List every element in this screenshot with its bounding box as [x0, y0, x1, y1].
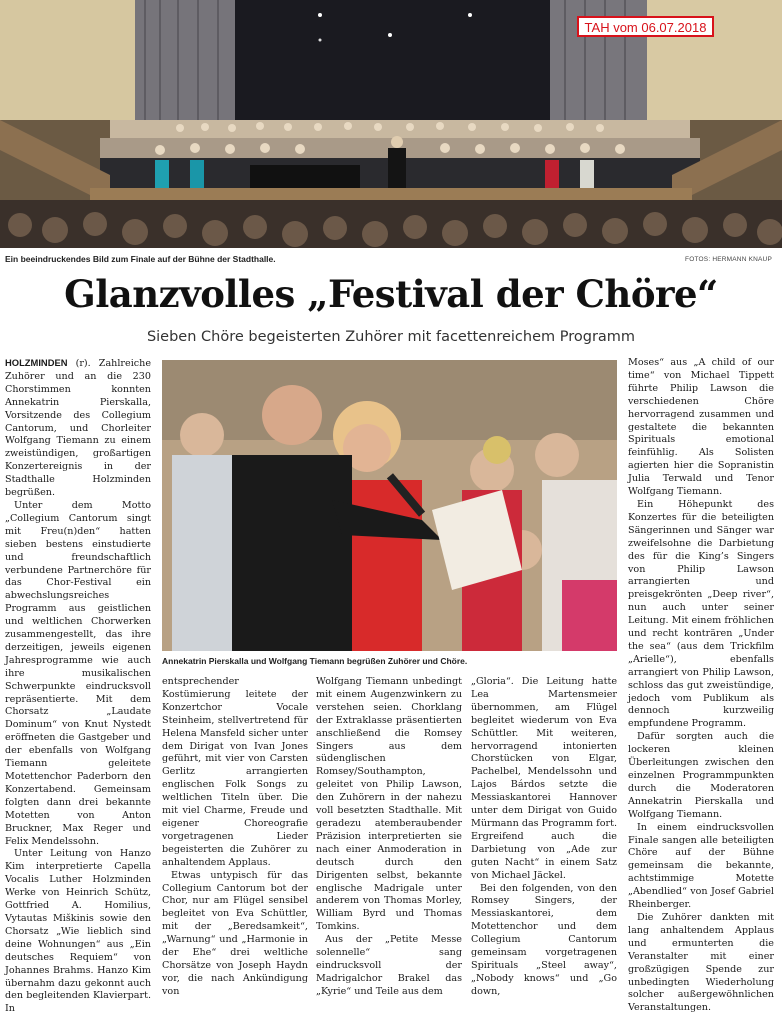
- paragraph: Bei den folgenden, von den Romsey Singers, der Messiaskantorei, dem Motettenchor und dem Collegium Cantorum gemeinsam vorgetragenen Spirituals „Steel away“, „Nobody knows“ und „Go down,: [471, 882, 617, 997]
- paragraph: (r). Zahlreiche Zuhörer und an die 230 Chorstimmen konnten Annekatrin Pierskalla, Vorsitzende des Collegium Cantorum, und Chorleiter Wolfgang Tiemann zu einem zweistündigen, großartigen Konzertereignis in der Stadthalle Holzminden begrüßen.: [5, 358, 151, 499]
- moderators-photo: [162, 360, 617, 651]
- article-column-4: [471, 676, 617, 999]
- concert-hall-photo: [0, 0, 782, 248]
- article-column-2: [162, 676, 308, 999]
- paragraph: Ein Höhepunkt des Konzertes für die beteiligten Sängerinnen und Sänger war zweifelsohne die Darbietung des für die King’s Singers von Philip Lawson arrangierten und preisgekrönten „Deep river“, nun auch unter seiner Leitung. Mit einem fröhlichen und recht konträren „Under the sea“ (aus dem Trickfilm „Arielle“), ebenfalls arrangiert von Philip Lawson, schloss das gut zweistündige, jedoch vom Publikum als dennoch kurzweilig empfundene Programm.: [628, 498, 774, 730]
- paragraph: In einem eindrucksvollen Finale sangen alle beteiligten Chöre auf der Bühne gemeinsam die bekannte, achtstimmige Motette „Abendlied“ von Josef Gabriel Rheinberger.: [628, 821, 774, 911]
- paragraph: Unter Leitung von Hanzo Kim interpretierte Capella Vocalis Luther Holzminden Werke von Heinrich Schütz, Gottfried A. Homilius, Vytautas Miškinis sowie den Chorsatz „Wie lieblich sind deine Wohnungen“ aus „Ein deutsches Requiem“ von Johannes Brahms. Hanzo Kim übernahm dazu gekonnt auch den begleitenden Klavierpart. In: [5, 848, 151, 1015]
- photo-credit: FOTOS: HERMANN KNAUP: [685, 256, 772, 263]
- paragraph: Unter dem Motto „Collegium Cantorum singt mit Freu(n)den“ hatten sieben bestens einstudierte und freundschaftlich verbundene Partnerchöre für das Chor-Festival ein abwechslungsreiches Programm aus geistlichen und weltlichen Chorwerken zusammengestellt, das ihre derzeitigen, jeweils eigenen Jahresprogramme wie auch ihre musikalischen Schwerpunkte eindrucksvoll repräsentierte. Mit dem Chorsatz „Laudate Dominum“ von Knut Nystedt eröffneten die Gastgeber und der ebenfalls von Wolfgang Tiemann geleitete Motettenchor Paderborn den Konzertabend. Gemeinsam folgten dann drei bekannte Motetten von Anton Bruckner, Max Reger und Felix Mendelssohn.: [5, 499, 151, 847]
- article-column-1: [5, 357, 151, 1016]
- paragraph: Aus der „Petite Messe solennelle“ sang eindrucksvoll der Madrigalchor Brakel das „Kyrie“ und Teile aus dem: [316, 934, 462, 997]
- date-stamp: TAH vom 06.07.2018: [577, 16, 714, 37]
- headline: Glanzvolles „Festival der Chöre“: [64, 272, 718, 316]
- paragraph: „Gloria“. Die Leitung hatte Lea Martensmeier übernommen, am Flügel begleitet wiederum von Eva Schüttler. Mit weiteren, hervorragend intonierten Chorstücken von Elgar, Pachelbel, Mendelssohn und Lajos Bárdos setzte die Messiaskantorei Hannover unter dem Dirigat von Guido Mürmann das Programm fort. Ergreifend auch die Darbietung von „Ade zur guten Nacht“ in einem Satz von Michael Jäckel.: [471, 676, 617, 881]
- paragraph: Dafür sorgten auch die lockeren kleinen Überleitungen zwischen den einzelnen Programmpunkten durch die Moderatoren Annekatrin Pierskalla und Wolfgang Tiemann.: [628, 731, 774, 820]
- paragraph: Die Zuhörer dankten mit lang anhaltendem Applaus und ermunterten die Veranstalter mit einer großzügigen Spende zur unbedingten Wiederholung solcher außergewöhnlichen Veranstaltungen.: [628, 911, 774, 1014]
- article-column-3: [316, 676, 462, 999]
- subheadline: Sieben Chöre begeisterten Zuhörer mit facettenreichem Programm: [146, 329, 636, 345]
- paragraph: Wolfgang Tiemann unbedingt mit einem Augenzwinkern zu verstehen seien. Chorklang der Extraklasse präsentierten anschließend die Romsey Singers aus dem südenglischen Romsey/Southampton, geleitet von Philip Lawson, den Zuhörern in der nahezu voll besetzten Stadthalle. Mit geradezu atemberaubender Präzision interpretierten sie nach einer Anmoderation in deutsch durch den Dirigenten selbst, bekannte englische Madrigale unter anderem von Thomas Morley, William Byrd und Thomas Tomkins.: [316, 676, 462, 933]
- dateline: HOLZMINDEN: [5, 357, 68, 368]
- paragraph: entsprechender Kostümierung leitete der Konzertchor Vocale Steinheim, stellvertretend für Helena Mansfeld sicher unter dem Dirigat von Ivan Jones geführt, mit vier von Carsten Gerlitz arrangierten englischen Folk Songs zu weltlichen Titeln über. Die mit viel Charme, Freude und eigener Choreografie vorgetragenen Lieder begeisterten die Zuhörer zu anhaltendem Applaus.: [162, 676, 308, 868]
- paragraph: Etwas untypisch für das Collegium Cantorum bot der Chor, nur am Flügel sensibel begleitet von Eva Schüttler, mit der „Beredsamkeit“, „Warnung“ und „Harmonie in der Ehe“ drei weltliche Chorsätze von Joseph Haydn vor, die nach Ankündigung von: [162, 869, 308, 997]
- mid-photo-caption: Annekatrin Pierskalla und Wolfgang Tiemann begrüßen Zuhörer und Chöre.: [162, 656, 468, 666]
- article-column-5: [628, 357, 774, 1015]
- paragraph: Moses“ aus „A child of our time“ von Michael Tippett führte Philip Lawson die verschiedenen Chöre hervorragend zusammen und gestaltete die bekannten Spirituals emotional feinfühlig. Als Solisten agierten hier die Sopranistin Julia Terwald und Tenor Wolfgang Tiemann.: [628, 357, 774, 498]
- top-photo-caption: Ein beeindruckendes Bild zum Finale auf der Bühne der Stadthalle.: [5, 254, 276, 264]
